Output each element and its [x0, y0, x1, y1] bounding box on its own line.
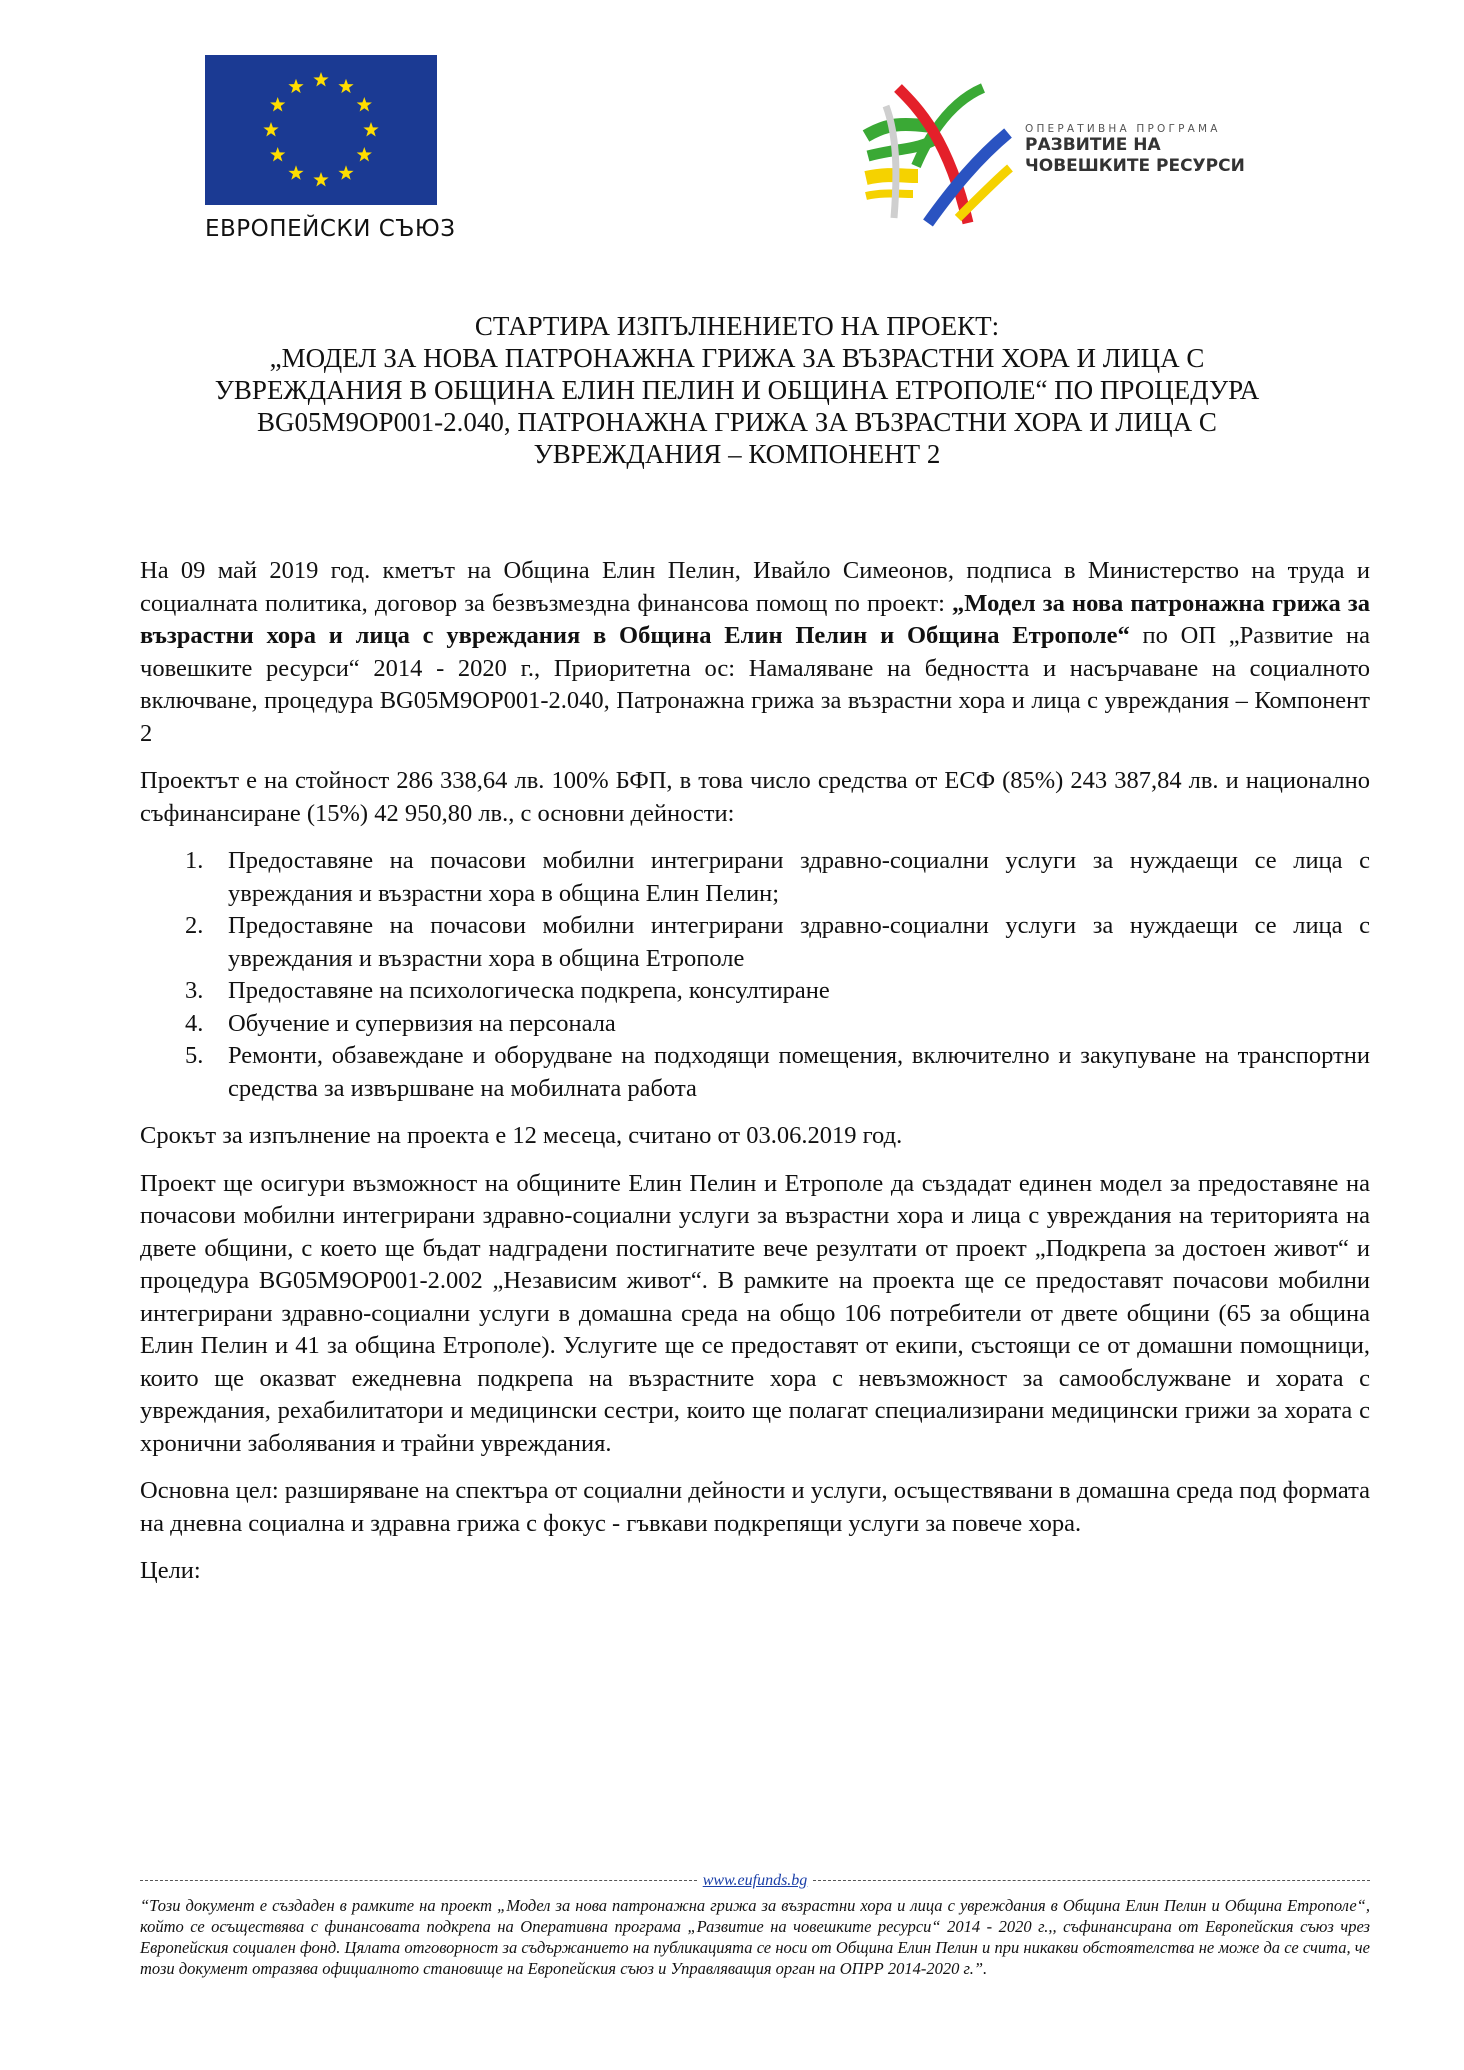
activity-text: Предоставяне на психологическа подкрепа, консултиране: [228, 977, 830, 1004]
title-line: УВРЕЖДАНИЯ В ОБЩИНА ЕЛИН ПЕЛИН И ОБЩИНА ЕТРОПОЛЕ“ ПО ПРОЦЕДУРА: [214, 375, 1260, 405]
activities-list: [140, 845, 1370, 1105]
activity-item: [140, 845, 1370, 910]
eu-star-icon: [288, 165, 303, 179]
divider: [140, 1880, 697, 1881]
activity-item: [140, 975, 1370, 1008]
activity-number: 3.: [185, 977, 204, 1004]
document-body: [140, 555, 1370, 1603]
paragraph-text: На 09 май 2019 год. кметът на Община Елин Пелин, Ивайло Симеонов, подписа в Министерство на труда и социалната политика, договор за безвъзмездна финансова помощ по проект:: [140, 557, 1370, 617]
divider: [813, 1880, 1370, 1881]
eu-star-icon: [313, 72, 328, 86]
footer-rule: [140, 1870, 1370, 1891]
eu-caption: ЕВРОПЕЙСКИ СЪЮЗ: [205, 216, 456, 242]
paragraph-duration: Срокът за изпълнение на проекта е 12 месеца, считано от 03.06.2019 год.: [140, 1122, 903, 1149]
activity-item: [140, 1008, 1370, 1041]
eu-star-icon: [338, 165, 353, 179]
eu-star-icon: [357, 147, 372, 161]
eu-star-icon: [357, 97, 372, 111]
paragraph-text: по ОП „Развитие на човешките ресурси“ 2014 - 2020 г., Приоритетна ос: Намаляване на бедността и насърчаване на социалното включване, процедура BG05M9OP001-2.040, Патронажна грижа за възрастни хора и лица с увреждания – Компонент 2: [140, 622, 1370, 747]
title-line: УВРЕЖДАНИЯ – КОМПОНЕНТ 2: [533, 439, 941, 469]
activity-text: Обучение и супервизия на персонала: [228, 1009, 616, 1037]
eu-logo: [205, 55, 440, 210]
title-line: „МОДЕЛ ЗА НОВА ПАТРОНАЖНА ГРИЖА ЗА ВЪЗРАСТНИ ХОРА И ЛИЦА С: [269, 343, 1205, 373]
activity-text: Предоставяне на почасови мобилни интегрирани здравно-социални услуги за нуждаещи се лица с увреждания и възрастни хора в община Елин Пелин;: [228, 847, 1370, 907]
activity-number: 2.: [185, 912, 204, 939]
eu-star-icon: [270, 97, 285, 111]
op-small-label: ОПЕРАТИВНА ПРОГРАМА: [1025, 123, 1221, 135]
paragraph-description: Проект ще осигури възможност на общините Елин Пелин и Етрополе да създадат единен модел за предоставяне на почасови мобилни интегрирани здравно-социални услуги за възрастни хора и лица с увреждания на територията на двете общини, с което ще бъдат надградени постигнатите вече резултати от проект „Подкрепа за достоен живот“ и процедура BG05M9OP001-2.002 „Независим живот“. В рамките на проекта ще се предоставят почасови мобилни интегрирани здравно-социални услуги в домашна среда на общо 106 потребители от двете общини (65 за община Елин Пелин и 41 за община Етрополе). Услугите ще се предоставят от екипи, състоящи се от домашни помощници, които ще оказват ежедневна подкрепа на възрастните хора с невъзможност за самообслужване и хората с увреждания, рехабилитатори и медицински сестри, които ще полагат специализирани медицински грижи за хората с хронични заболявания и трайни увреждания.: [140, 1169, 1370, 1457]
footer: [140, 1870, 1370, 1979]
eu-star-icon: [338, 79, 353, 93]
footer-disclaimer: “Този документ е създаден в рамките на проект „Модел за нова патронажна грижа за възрастни хора и лица с увреждания в Община Елин Пелин и Община Етрополе“, който се осъществява с финансовата подкрепа на Оперативна програма „Развитие на човешките ресурси“ 2014 - 2020 г.,, съфинансирана от Европейския съюз чрез Европейския социален фонд. Цялата отговорност за съдържанието на публикацията се носи от Община Елин Пелин и при никакви обстоятелства не може да се счита, че този документ отразява официалното становище на Европейския съюз и Управляващия орган на ОПРР 2014-2020 г.”.: [140, 1896, 1370, 1978]
eu-star-icon: [313, 172, 328, 186]
activity-number: 4.: [185, 1009, 204, 1037]
eufunds-link[interactable]: www.eufunds.bg: [702, 1872, 808, 1889]
activity-number: 1.: [185, 847, 204, 874]
op-line1: РАЗВИТИЕ НА: [1025, 135, 1161, 155]
goals-label: Цели:: [140, 1557, 201, 1584]
eu-star-icon: [263, 122, 278, 136]
eu-star-icon: [363, 122, 378, 136]
op-line2: ЧОВЕШКИТЕ РЕСУРСИ: [1025, 156, 1245, 176]
activity-item: [140, 910, 1370, 975]
title-line: BG05M9OP001-2.040, ПАТРОНАЖНА ГРИЖА ЗА ВЪЗРАСТНИ ХОРА И ЛИЦА С: [257, 407, 1217, 437]
activity-item: [140, 1040, 1370, 1105]
eu-stars-icon: [205, 55, 437, 205]
paragraph-value: Проектът е на стойност 286 338,64 лв. 100% БФП, в това число средства от ЕСФ (85%) 243 387,84 лв. и национално съфинансиране (15%) 42 950,80 лв., с основни дейности:: [140, 767, 1370, 827]
document-title: [140, 310, 1334, 470]
activity-number: 5.: [185, 1042, 204, 1069]
paragraph-contract: [140, 555, 1370, 750]
eu-star-icon: [288, 79, 303, 93]
activity-text: Предоставяне на почасови мобилни интегрирани здравно-социални услуги за нуждаещи се лица с увреждания и възрастни хора в община Етрополе: [228, 912, 1370, 972]
project-name-bold: „Модел за нова патронажна грижа за възрастни хора и лица с увреждания в Община Елин Пелин и Община Етрополе“: [140, 589, 1371, 649]
activity-text: Ремонти, обзавеждане и оборудване на подходящи помещения, включително и закупуване на транспортни средства за извършване на мобилната работа: [228, 1042, 1370, 1102]
paragraph-main-goal: Основна цел: разширяване на спектъра от социални дейности и услуги, осъществявани в домашна среда под формата на дневна социална и здравна грижа с фокус - гъвкави подкрепящи услуги за повече хора.: [140, 1477, 1371, 1537]
title-line: СТАРТИРА ИЗПЪЛНЕНИЕТО НА ПРОЕКТ:: [474, 311, 1000, 341]
eu-flag-icon: [205, 55, 437, 205]
op-hrd-emblem-icon: [858, 78, 1028, 228]
eu-star-icon: [270, 147, 285, 161]
op-hrd-wordmark: [1025, 123, 1245, 177]
